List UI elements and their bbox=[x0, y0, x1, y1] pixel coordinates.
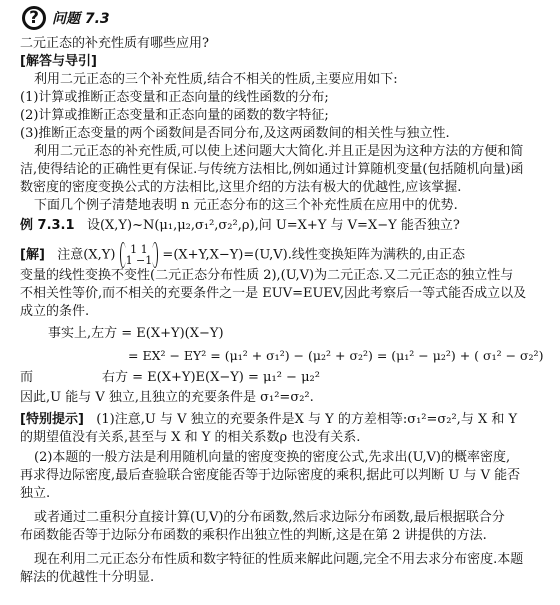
note-line: (2)本题的一般方法是利用随机向量的密度变换的密度公式,先求出(U,V)的概率密度, bbox=[34, 450, 511, 465]
note-line: 布函数能否等于边际分布函数的乘积作出独立性的判断,这是在第 2 讲提供的方法. bbox=[20, 528, 487, 543]
list-item: (3)推断正态变量的两个函数间是否同分布,及这两函数间的相关性与独立性. bbox=[20, 126, 450, 141]
solution-first-line bbox=[20, 244, 465, 266]
equation-prefix: 而 bbox=[20, 370, 34, 385]
note-line: 独立. bbox=[20, 486, 51, 501]
note-line: 解法的优越性十分明显. bbox=[20, 570, 155, 585]
tip-text: (1)注意,U 与 V 独立的充要条件是X 与 Y 的方差相等:σ₁²=σ₂²,与 X 和 Y bbox=[96, 412, 518, 427]
solution-line: 不相关性等价,而不相关的充要条件之一是 EUV=EUEV,因此考察后一等式能否成立以及 bbox=[20, 286, 527, 301]
example-text: 设(X,Y)~N(μ₁,μ₂,σ₁²,σ₂²,ρ),问 U=X+Y 与 V=X−Y 能否独立? bbox=[86, 218, 460, 233]
problem-header bbox=[22, 4, 110, 32]
solution-label: [解] bbox=[20, 247, 45, 263]
tip-line: 的期望值没有关系,甚至与 X 和 Y 的相关系数ρ 也没有关系. bbox=[20, 430, 361, 445]
tip-line bbox=[20, 412, 517, 428]
question-text: 二元正态的补充性质有哪些应用? bbox=[20, 36, 209, 51]
paragraph-line: 利用二元正态的补充性质,可以使上述问题大大简化.并且正是因为这种方法的方便和简 bbox=[34, 144, 524, 159]
conclusion-text: 因此,U 能与 V 独立,且独立的充要条件是 σ₁²=σ₂². bbox=[20, 390, 314, 405]
matrix-row: 1 −1 bbox=[125, 254, 153, 267]
solution-line: 变量的线性变换不变性(二元正态分布性质 2),(U,V)为二元正态.又二元正态的独立性与 bbox=[20, 268, 514, 283]
tip-label: [特别提示] bbox=[20, 412, 84, 427]
section-label: [解答与导引] bbox=[20, 54, 97, 69]
list-item: (1)计算或推断正态变量和正态向量的线性函数的分布; bbox=[20, 90, 329, 105]
example-label: 例 7.3.1 bbox=[20, 218, 75, 233]
note-line: 或者通过二重积分直接计算(U,V)的分布函数,然后求边际分布函数,最后根据联合分 bbox=[34, 510, 505, 525]
equation-line: 右方 = E(X+Y)E(X−Y) = μ₁² − μ₂² bbox=[102, 370, 320, 385]
list-item: (2)计算或推断正态变量和正态向量的函数的数字特征; bbox=[20, 108, 329, 123]
solution-post: =(X+Y,X−Y)=(U,V).线性变换矩阵为满秩的,由正态 bbox=[162, 247, 465, 263]
paragraph-line: 下面几个例子清楚地表明 n 元正态分布的这三个补充性质在应用中的优势. bbox=[34, 198, 458, 213]
note-line: 再求得边际密度,最后查验联合密度能否等于边际密度的乘积,据此可以判断 U 与 V 能否 bbox=[20, 468, 521, 483]
note-line: 现在利用二元正态分布性质和数字特征的性质来解此问题,完全不用去求分布密度.本题 bbox=[34, 552, 524, 567]
equation-line: = EX² − EY² = (μ₁² + σ₁²) − (μ₂² + σ₂²) = (μ₁² − μ₂²) + ( σ₁² − σ₂²) bbox=[128, 348, 544, 363]
solution-line: 成立的条件. bbox=[20, 304, 90, 319]
matrix-row: 1 1 bbox=[130, 243, 148, 256]
intro-text: 利用二元正态的三个补充性质,结合不相关的性质,主要应用如下: bbox=[34, 72, 398, 87]
solution-pre: 注意(X,Y) bbox=[57, 247, 116, 263]
question-mark-icon: ? bbox=[22, 6, 46, 30]
paragraph-line: 洁,使得结论的正确性更有保证.与传统方法相比,例如通过计算随机变量(包括随机向量)函 bbox=[20, 162, 524, 177]
equation-line: 事实上,左方 = E(X+Y)(X−Y) bbox=[48, 326, 224, 341]
paragraph-line: 数密度的密度变换公式的方法相比,这里介绍的方法有极大的优越性,应该掌握. bbox=[20, 180, 462, 195]
example-line bbox=[20, 218, 460, 234]
transform-matrix bbox=[120, 244, 159, 266]
problem-title: 问题 7.3 bbox=[52, 11, 110, 27]
